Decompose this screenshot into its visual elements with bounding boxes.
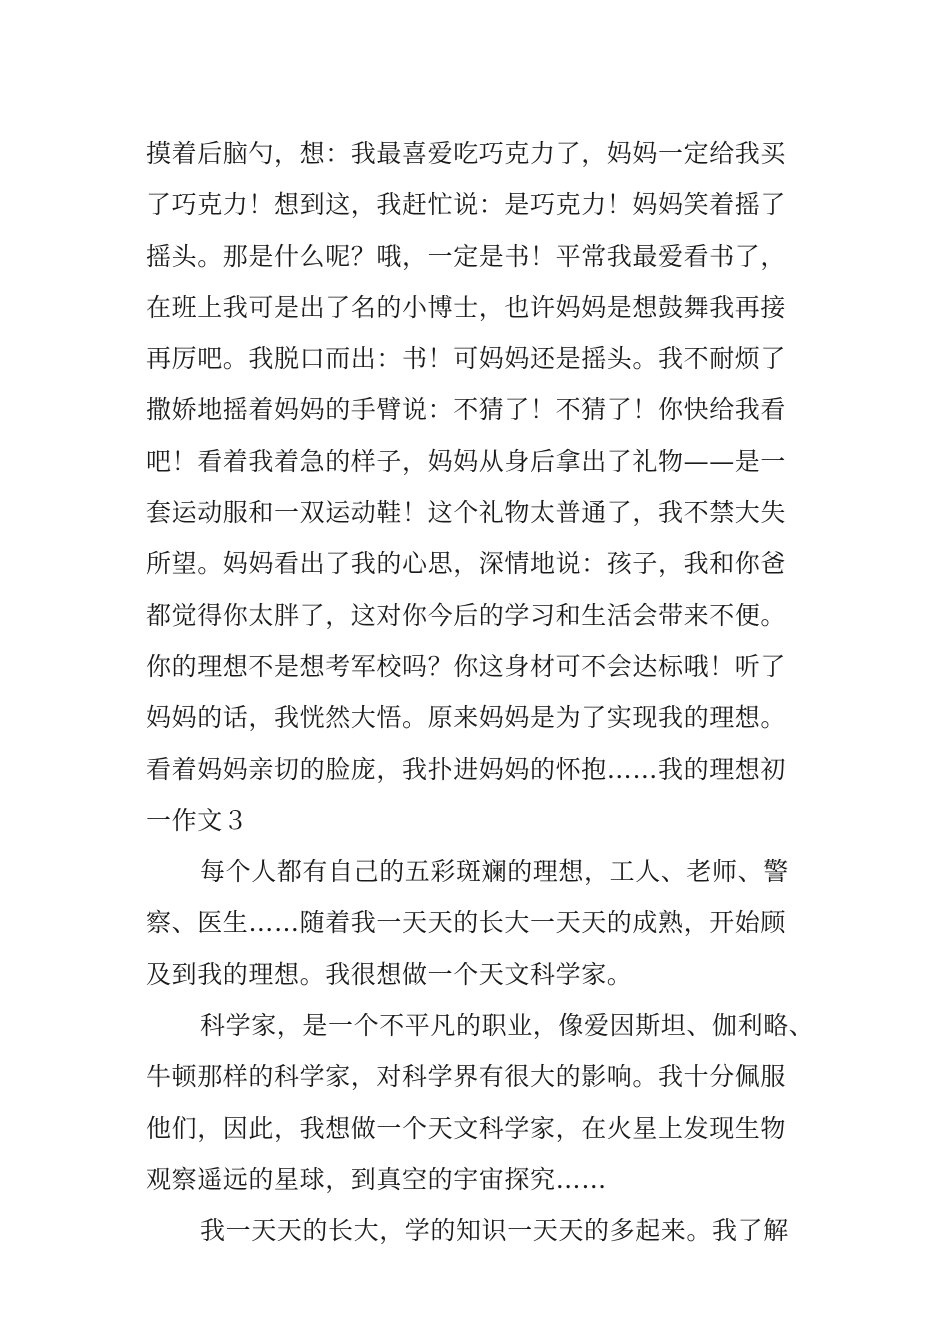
text-line: 察、医生……随着我一天天的长大一天天的成熟，开始顾 <box>146 908 787 938</box>
text-line: 吧！看着我着急的样子，妈妈从身后拿出了礼物——是一 <box>146 446 787 476</box>
text-line: 你的理想不是想考军校吗？你这身材可不会达标哦！听了 <box>146 651 787 681</box>
text-line: 摇头。那是什么呢？哦，一定是书！平常我最爱看书了， <box>146 241 787 271</box>
text-line: 看着妈妈亲切的脸庞，我扑进妈妈的怀抱……我的理想初 <box>146 754 787 784</box>
text-line: 都觉得你太胖了，这对你今后的学习和生活会带来不便。 <box>146 600 787 630</box>
text-line: 及到我的理想。我很想做一个天文科学家。 <box>146 959 633 989</box>
paragraph-start-line: 我一天天的长大，学的知识一天天的多起来。我了解 <box>200 1216 789 1246</box>
text-line: 妈妈的话，我恍然大悟。原来妈妈是为了实现我的理想。 <box>146 703 787 733</box>
text-line: 所望。妈妈看出了我的心思，深情地说：孩子，我和你爸 <box>146 549 787 579</box>
text-line: 撒娇地摇着妈妈的手臂说：不猜了！不猜了！你快给我看 <box>146 395 787 425</box>
text-line: 套运动服和一双运动鞋！这个礼物太普通了，我不禁大失 <box>146 498 787 528</box>
document-body <box>146 128 818 1257</box>
text-line: 摸着后脑勺，想：我最喜爱吃巧克力了，妈妈一定给我买 <box>146 139 787 168</box>
paragraph-start-line: 科学家，是一个不平凡的职业，像爱因斯坦、伽利略、 <box>200 1011 815 1041</box>
text-line: 他们，因此，我想做一个天文科学家，在火星上发现生物 <box>146 1113 787 1143</box>
text-line: 观察遥远的星球，到真空的宇宙探究…… <box>146 1164 607 1194</box>
paragraph-start-line: 每个人都有自己的五彩斑斓的理想，工人、老师、警 <box>200 857 789 887</box>
text-line: 一作文３ <box>146 805 249 835</box>
text-line: 再厉吧。我脱口而出：书！可妈妈还是摇头。我不耐烦了 <box>146 344 787 374</box>
text-line: 在班上我可是出了名的小博士，也许妈妈是想鼓舞我再接 <box>146 292 787 322</box>
text-line: 牛顿那样的科学家，对科学界有很大的影响。我十分佩服 <box>146 1062 787 1092</box>
text-line: 了巧克力！想到这，我赶忙说：是巧克力！妈妈笑着摇了 <box>146 190 787 220</box>
